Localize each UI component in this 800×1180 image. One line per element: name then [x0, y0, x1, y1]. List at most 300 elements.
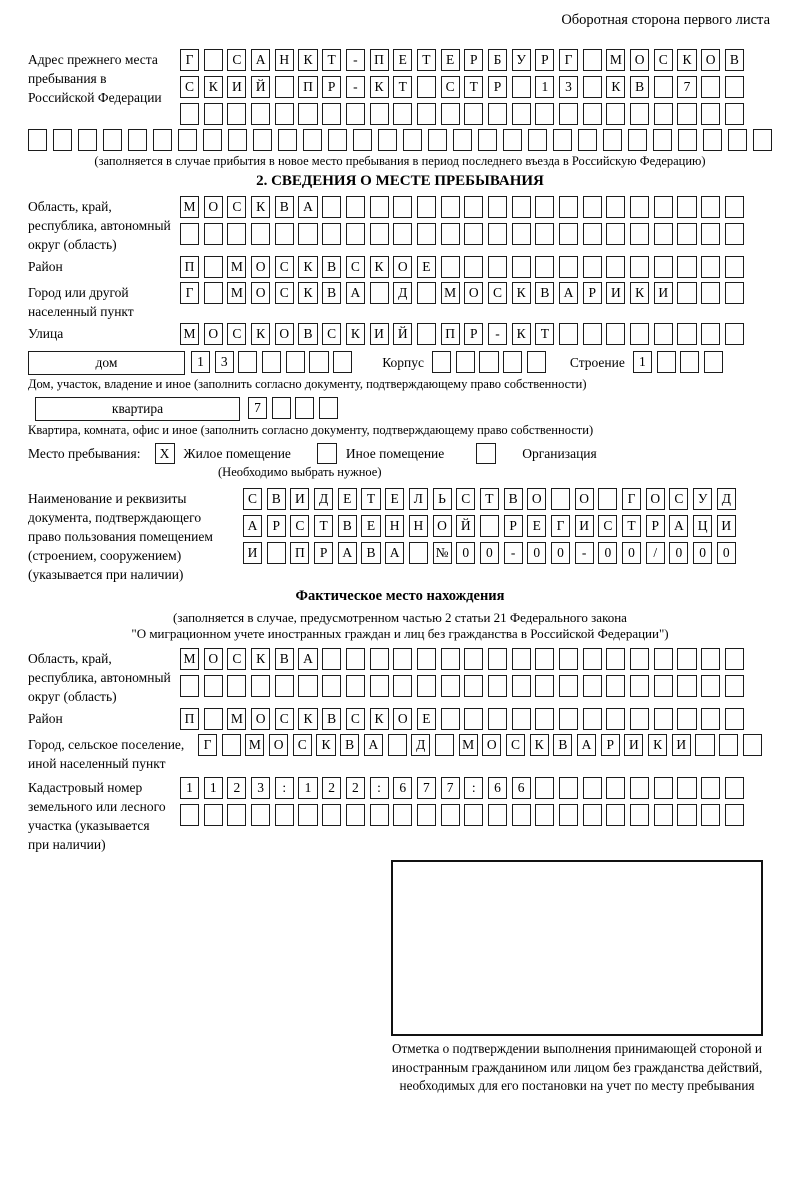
char-cell[interactable]: Т [464, 76, 483, 98]
char-cell[interactable]: Й [456, 515, 475, 537]
char-cell[interactable]: К [630, 282, 649, 304]
char-cell[interactable] [275, 804, 294, 826]
char-cell[interactable]: 7 [417, 777, 436, 799]
char-cell[interactable] [606, 256, 625, 278]
char-cell[interactable]: И [717, 515, 736, 537]
char-cell[interactable] [503, 129, 522, 151]
char-cell[interactable]: С [322, 323, 341, 345]
char-cell[interactable] [535, 675, 554, 697]
char-cell[interactable]: С [346, 708, 365, 730]
char-cell[interactable] [654, 777, 673, 799]
char-cell[interactable]: Р [464, 323, 483, 345]
char-cell[interactable] [253, 129, 272, 151]
char-cell[interactable] [488, 648, 507, 670]
char-cell[interactable]: Е [338, 488, 357, 510]
char-cell[interactable]: А [385, 542, 404, 564]
char-cell[interactable] [677, 282, 696, 304]
char-cell[interactable]: О [204, 648, 223, 670]
char-cell[interactable] [303, 129, 322, 151]
char-cell[interactable] [654, 76, 673, 98]
char-cell[interactable] [583, 675, 602, 697]
char-cell[interactable]: М [180, 323, 199, 345]
char-cell[interactable]: П [180, 708, 199, 730]
char-cell[interactable]: 3 [559, 76, 578, 98]
char-cell[interactable]: 3 [251, 777, 270, 799]
char-cell[interactable]: Т [417, 49, 436, 71]
char-cell[interactable]: 0 [456, 542, 475, 564]
char-cell[interactable] [417, 103, 436, 125]
char-cell[interactable]: А [364, 734, 383, 756]
char-cell[interactable] [578, 129, 597, 151]
char-cell[interactable]: А [346, 282, 365, 304]
char-cell[interactable]: Е [361, 515, 380, 537]
char-cell[interactable] [512, 256, 531, 278]
char-cell[interactable]: В [275, 648, 294, 670]
char-cell[interactable] [488, 256, 507, 278]
char-cell[interactable] [630, 196, 649, 218]
char-cell[interactable]: Д [393, 282, 412, 304]
char-cell[interactable]: В [322, 708, 341, 730]
char-cell[interactable]: В [298, 323, 317, 345]
char-cell[interactable] [278, 129, 297, 151]
char-cell[interactable] [725, 777, 744, 799]
char-cell[interactable] [512, 675, 531, 697]
char-cell[interactable]: - [504, 542, 523, 564]
char-cell[interactable]: В [322, 256, 341, 278]
char-cell[interactable] [286, 351, 305, 373]
char-cell[interactable] [128, 129, 147, 151]
char-cell[interactable] [403, 129, 422, 151]
char-cell[interactable] [227, 804, 246, 826]
char-cell[interactable]: С [275, 256, 294, 278]
char-cell[interactable]: Т [314, 515, 333, 537]
char-cell[interactable] [228, 129, 247, 151]
char-cell[interactable] [630, 223, 649, 245]
char-cell[interactable] [677, 777, 696, 799]
char-cell[interactable]: У [512, 49, 531, 71]
char-cell[interactable]: Ц [693, 515, 712, 537]
char-cell[interactable] [528, 129, 547, 151]
char-cell[interactable]: И [243, 542, 262, 564]
char-cell[interactable]: 7 [677, 76, 696, 98]
char-cell[interactable] [319, 397, 338, 419]
char-cell[interactable]: К [298, 708, 317, 730]
char-cell[interactable] [535, 223, 554, 245]
char-cell[interactable] [417, 196, 436, 218]
char-cell[interactable] [583, 103, 602, 125]
char-cell[interactable] [464, 256, 483, 278]
char-cell[interactable] [654, 675, 673, 697]
char-cell[interactable]: К [677, 49, 696, 71]
char-cell[interactable] [488, 804, 507, 826]
char-cell[interactable] [559, 777, 578, 799]
char-cell[interactable]: В [338, 515, 357, 537]
char-cell[interactable]: А [243, 515, 262, 537]
char-cell[interactable] [322, 223, 341, 245]
char-cell[interactable] [441, 708, 460, 730]
char-cell[interactable] [298, 675, 317, 697]
char-cell[interactable] [435, 734, 454, 756]
char-cell[interactable] [654, 708, 673, 730]
char-cell[interactable] [370, 196, 389, 218]
char-cell[interactable] [654, 648, 673, 670]
char-cell[interactable] [680, 351, 699, 373]
char-cell[interactable] [441, 648, 460, 670]
char-cell[interactable] [393, 223, 412, 245]
char-cell[interactable]: Р [535, 49, 554, 71]
char-cell[interactable] [630, 708, 649, 730]
char-cell[interactable] [606, 675, 625, 697]
char-cell[interactable]: К [298, 282, 317, 304]
char-cell[interactable] [478, 129, 497, 151]
char-cell[interactable]: С [227, 648, 246, 670]
char-cell[interactable] [227, 675, 246, 697]
char-cell[interactable] [488, 708, 507, 730]
char-cell[interactable]: Е [527, 515, 546, 537]
char-cell[interactable] [512, 76, 531, 98]
char-cell[interactable] [725, 196, 744, 218]
char-cell[interactable]: 1 [633, 351, 652, 373]
char-cell[interactable]: О [269, 734, 288, 756]
char-cell[interactable] [654, 196, 673, 218]
char-cell[interactable] [725, 648, 744, 670]
char-cell[interactable]: Б [488, 49, 507, 71]
char-cell[interactable]: А [298, 648, 317, 670]
char-cell[interactable] [488, 675, 507, 697]
char-cell[interactable] [701, 675, 720, 697]
char-cell[interactable] [262, 351, 281, 373]
char-cell[interactable]: Т [480, 488, 499, 510]
char-cell[interactable] [559, 223, 578, 245]
char-cell[interactable] [417, 804, 436, 826]
char-cell[interactable] [719, 734, 738, 756]
char-cell[interactable] [583, 323, 602, 345]
char-cell[interactable]: С [456, 488, 475, 510]
char-cell[interactable] [583, 708, 602, 730]
char-cell[interactable] [204, 282, 223, 304]
char-cell[interactable]: К [204, 76, 223, 98]
char-cell[interactable] [393, 804, 412, 826]
char-cell[interactable] [346, 648, 365, 670]
char-cell[interactable]: Т [361, 488, 380, 510]
char-cell[interactable]: К [298, 49, 317, 71]
char-cell[interactable] [583, 49, 602, 71]
char-cell[interactable] [464, 223, 483, 245]
char-cell[interactable]: Е [441, 49, 460, 71]
char-cell[interactable] [204, 804, 223, 826]
char-cell[interactable]: В [725, 49, 744, 71]
char-cell[interactable] [204, 256, 223, 278]
char-cell[interactable] [512, 708, 531, 730]
char-cell[interactable] [701, 256, 720, 278]
char-cell[interactable]: О [433, 515, 452, 537]
char-cell[interactable] [753, 129, 772, 151]
char-cell[interactable]: Р [464, 49, 483, 71]
char-cell[interactable] [370, 223, 389, 245]
char-cell[interactable] [488, 103, 507, 125]
char-cell[interactable]: О [701, 49, 720, 71]
char-cell[interactable] [178, 129, 197, 151]
char-cell[interactable]: С [275, 282, 294, 304]
char-cell[interactable]: И [672, 734, 691, 756]
char-cell[interactable] [535, 648, 554, 670]
char-cell[interactable] [180, 103, 199, 125]
char-cell[interactable] [583, 223, 602, 245]
char-cell[interactable]: Д [717, 488, 736, 510]
char-cell[interactable] [725, 282, 744, 304]
char-cell[interactable] [309, 351, 328, 373]
char-cell[interactable] [559, 804, 578, 826]
char-cell[interactable] [204, 103, 223, 125]
char-cell[interactable]: Е [393, 49, 412, 71]
char-cell[interactable] [322, 804, 341, 826]
char-cell[interactable]: О [482, 734, 501, 756]
char-cell[interactable] [603, 129, 622, 151]
char-cell[interactable]: Р [322, 76, 341, 98]
char-cell[interactable]: 6 [488, 777, 507, 799]
char-cell[interactable]: В [340, 734, 359, 756]
char-cell[interactable]: Г [551, 515, 570, 537]
char-cell[interactable]: С [243, 488, 262, 510]
char-cell[interactable] [677, 648, 696, 670]
char-cell[interactable]: И [606, 282, 625, 304]
char-cell[interactable] [251, 804, 270, 826]
char-cell[interactable] [606, 804, 625, 826]
char-cell[interactable]: С [346, 256, 365, 278]
char-cell[interactable]: Р [601, 734, 620, 756]
char-cell[interactable] [512, 648, 531, 670]
char-cell[interactable]: О [464, 282, 483, 304]
char-cell[interactable]: О [275, 323, 294, 345]
char-cell[interactable] [725, 103, 744, 125]
char-cell[interactable]: Н [275, 49, 294, 71]
char-cell[interactable] [701, 103, 720, 125]
char-cell[interactable] [295, 397, 314, 419]
char-cell[interactable] [535, 256, 554, 278]
char-cell[interactable]: И [624, 734, 643, 756]
char-cell[interactable] [630, 675, 649, 697]
char-cell[interactable] [275, 76, 294, 98]
char-cell[interactable] [417, 76, 436, 98]
char-cell[interactable] [527, 351, 546, 373]
char-cell[interactable]: О [393, 708, 412, 730]
char-cell[interactable]: А [298, 196, 317, 218]
char-cell[interactable]: Й [251, 76, 270, 98]
char-cell[interactable]: - [346, 49, 365, 71]
char-cell[interactable]: : [464, 777, 483, 799]
char-cell[interactable] [441, 223, 460, 245]
char-cell[interactable] [204, 223, 223, 245]
char-cell[interactable] [441, 675, 460, 697]
char-cell[interactable] [725, 708, 744, 730]
char-cell[interactable] [630, 804, 649, 826]
char-cell[interactable] [701, 323, 720, 345]
char-cell[interactable]: П [298, 76, 317, 98]
char-cell[interactable] [393, 675, 412, 697]
char-cell[interactable] [322, 675, 341, 697]
char-cell[interactable]: Т [393, 76, 412, 98]
char-cell[interactable]: Г [180, 282, 199, 304]
char-cell[interactable]: П [370, 49, 389, 71]
char-cell[interactable] [701, 196, 720, 218]
char-cell[interactable] [464, 103, 483, 125]
char-cell[interactable]: Р [267, 515, 286, 537]
char-cell[interactable]: 2 [227, 777, 246, 799]
char-cell[interactable] [378, 129, 397, 151]
char-cell[interactable]: М [459, 734, 478, 756]
char-cell[interactable] [464, 804, 483, 826]
char-cell[interactable] [606, 103, 625, 125]
char-cell[interactable] [630, 648, 649, 670]
char-cell[interactable] [553, 129, 572, 151]
char-cell[interactable] [725, 76, 744, 98]
char-cell[interactable] [227, 103, 246, 125]
char-cell[interactable]: П [441, 323, 460, 345]
char-cell[interactable] [654, 256, 673, 278]
char-cell[interactable]: 1 [298, 777, 317, 799]
char-cell[interactable] [657, 351, 676, 373]
char-cell[interactable] [628, 129, 647, 151]
char-cell[interactable] [583, 76, 602, 98]
char-cell[interactable] [488, 223, 507, 245]
char-cell[interactable]: О [251, 256, 270, 278]
char-cell[interactable] [701, 708, 720, 730]
char-cell[interactable]: И [370, 323, 389, 345]
char-cell[interactable]: И [654, 282, 673, 304]
char-cell[interactable] [417, 282, 436, 304]
char-cell[interactable] [512, 196, 531, 218]
char-cell[interactable] [346, 103, 365, 125]
char-cell[interactable] [153, 129, 172, 151]
char-cell[interactable] [251, 103, 270, 125]
char-cell[interactable]: В [630, 76, 649, 98]
char-cell[interactable]: В [267, 488, 286, 510]
char-cell[interactable] [370, 675, 389, 697]
char-cell[interactable] [704, 351, 723, 373]
char-cell[interactable] [654, 323, 673, 345]
char-cell[interactable] [677, 103, 696, 125]
char-cell[interactable]: М [227, 256, 246, 278]
char-cell[interactable] [512, 804, 531, 826]
char-cell[interactable] [512, 223, 531, 245]
char-cell[interactable] [653, 129, 672, 151]
char-cell[interactable] [559, 323, 578, 345]
char-cell[interactable] [677, 196, 696, 218]
char-cell[interactable] [701, 648, 720, 670]
house-type-box[interactable]: дом [28, 351, 185, 375]
char-cell[interactable] [393, 648, 412, 670]
char-cell[interactable] [559, 708, 578, 730]
char-cell[interactable] [606, 648, 625, 670]
char-cell[interactable]: В [322, 282, 341, 304]
char-cell[interactable] [370, 103, 389, 125]
char-cell[interactable] [583, 256, 602, 278]
char-cell[interactable] [298, 223, 317, 245]
char-cell[interactable] [275, 103, 294, 125]
char-cell[interactable]: В [504, 488, 523, 510]
char-cell[interactable] [346, 196, 365, 218]
char-cell[interactable]: К [251, 648, 270, 670]
char-cell[interactable]: О [204, 323, 223, 345]
char-cell[interactable] [441, 196, 460, 218]
char-cell[interactable]: - [346, 76, 365, 98]
char-cell[interactable]: О [527, 488, 546, 510]
char-cell[interactable] [464, 708, 483, 730]
char-cell[interactable]: К [512, 282, 531, 304]
char-cell[interactable] [393, 196, 412, 218]
char-cell[interactable]: К [370, 76, 389, 98]
char-cell[interactable] [654, 223, 673, 245]
char-cell[interactable]: К [530, 734, 549, 756]
char-cell[interactable] [583, 804, 602, 826]
char-cell[interactable]: 1 [191, 351, 210, 373]
char-cell[interactable]: 3 [215, 351, 234, 373]
char-cell[interactable]: И [227, 76, 246, 98]
char-cell[interactable]: Р [583, 282, 602, 304]
char-cell[interactable] [441, 103, 460, 125]
char-cell[interactable]: Р [646, 515, 665, 537]
char-cell[interactable] [464, 196, 483, 218]
char-cell[interactable]: С [290, 515, 309, 537]
char-cell[interactable]: Е [385, 488, 404, 510]
char-cell[interactable] [417, 648, 436, 670]
char-cell[interactable]: Й [393, 323, 412, 345]
char-cell[interactable]: Г [622, 488, 641, 510]
char-cell[interactable]: Н [385, 515, 404, 537]
char-cell[interactable] [346, 223, 365, 245]
char-cell[interactable] [272, 397, 291, 419]
char-cell[interactable]: О [251, 708, 270, 730]
char-cell[interactable]: Л [409, 488, 428, 510]
char-cell[interactable]: : [370, 777, 389, 799]
char-cell[interactable] [275, 675, 294, 697]
char-cell[interactable]: С [180, 76, 199, 98]
char-cell[interactable]: - [488, 323, 507, 345]
char-cell[interactable]: О [393, 256, 412, 278]
char-cell[interactable] [453, 129, 472, 151]
char-cell[interactable]: С [293, 734, 312, 756]
char-cell[interactable] [275, 223, 294, 245]
char-cell[interactable] [695, 734, 714, 756]
char-cell[interactable] [535, 196, 554, 218]
char-cell[interactable]: 0 [480, 542, 499, 564]
char-cell[interactable]: 0 [693, 542, 712, 564]
stay-type-checkbox-other[interactable] [317, 443, 337, 464]
char-cell[interactable]: : [275, 777, 294, 799]
char-cell[interactable] [370, 804, 389, 826]
char-cell[interactable] [204, 49, 223, 71]
char-cell[interactable] [677, 675, 696, 697]
char-cell[interactable]: С [227, 196, 246, 218]
char-cell[interactable] [583, 648, 602, 670]
char-cell[interactable]: Е [417, 256, 436, 278]
char-cell[interactable]: Т [622, 515, 641, 537]
char-cell[interactable] [630, 103, 649, 125]
char-cell[interactable] [180, 223, 199, 245]
char-cell[interactable] [417, 675, 436, 697]
char-cell[interactable] [417, 223, 436, 245]
char-cell[interactable]: И [575, 515, 594, 537]
char-cell[interactable] [78, 129, 97, 151]
char-cell[interactable] [677, 804, 696, 826]
char-cell[interactable]: 6 [393, 777, 412, 799]
char-cell[interactable] [480, 515, 499, 537]
char-cell[interactable] [251, 675, 270, 697]
char-cell[interactable]: С [669, 488, 688, 510]
char-cell[interactable]: 0 [669, 542, 688, 564]
char-cell[interactable]: В [275, 196, 294, 218]
char-cell[interactable]: Р [314, 542, 333, 564]
